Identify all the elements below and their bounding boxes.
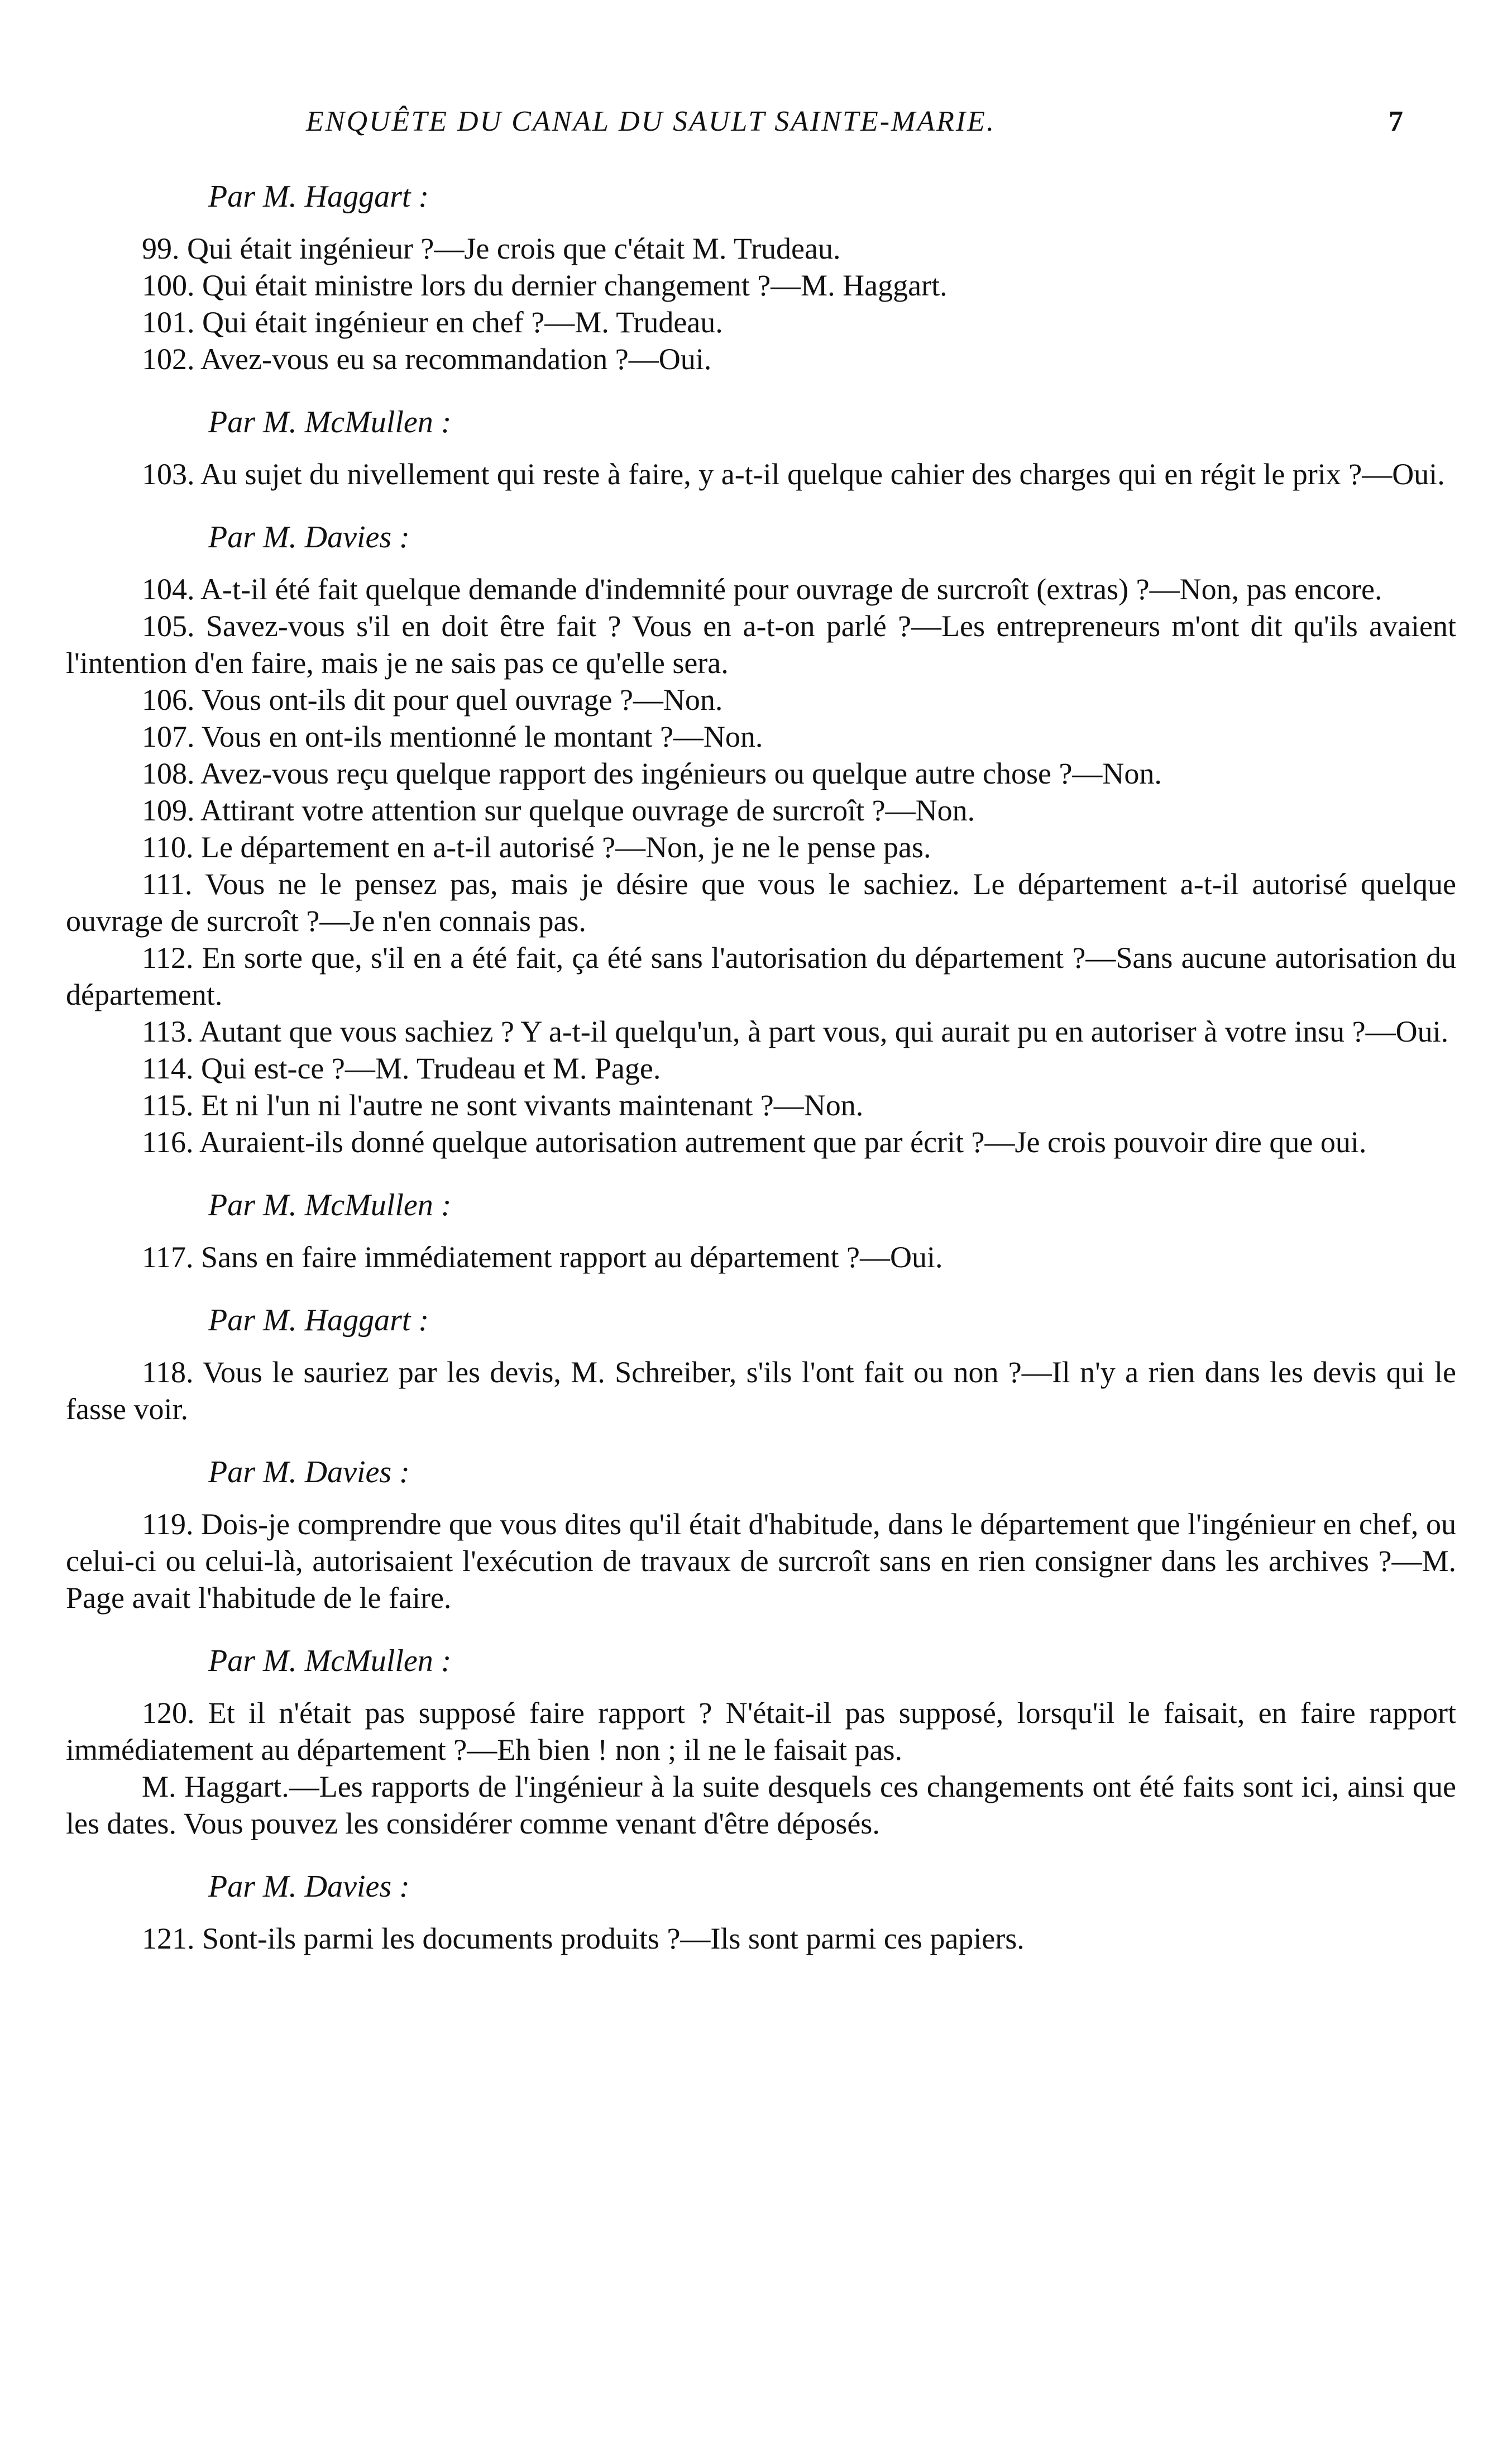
testimony-paragraph: 114. Qui est-ce ?—M. Trudeau et M. Page.: [142, 1052, 661, 1085]
testimony-paragraph: 100. Qui était ministre lors du dernier changement ?—M. Haggart.: [142, 269, 948, 302]
testimony-paragraph: 113. Autant que vous sachiez ? Y a-t-il quelqu'un, à part vous, qui aurait pu en autoriser à votre insu ?—Oui.: [142, 1015, 1449, 1048]
testimony-paragraph: 117. Sans en faire immédiatement rapport au département ?—Oui.: [142, 1240, 943, 1274]
testimony-paragraph: 109. Attirant votre attention sur quelque ouvrage de surcroît ?—Non.: [142, 794, 975, 827]
testimony-paragraph: 103. Au sujet du nivellement qui reste à faire, y a-t-il quelque cahier des charges qui en régit le prix ?—Oui.: [142, 457, 1445, 491]
speaker-heading: Par M. Davies :: [208, 1869, 410, 1904]
testimony-paragraph: 107. Vous en ont-ils mentionné le montant ?—Non.: [142, 720, 763, 753]
testimony-paragraph: 121. Sont-ils parmi les documents produits ?—Ils sont parmi ces papiers.: [142, 1922, 1025, 1955]
page-number: 7: [1389, 106, 1405, 137]
testimony-paragraph: 120. Et il n'était pas supposé faire rapport ? N'était-il pas supposé, lorsqu'il le faisait, en faire rapport immédiatement au département ?—Eh bien ! non ; il ne le faisait pas.: [66, 1696, 1456, 1767]
testimony-paragraph: 119. Dois-je comprendre que vous dites qu'il était d'habitude, dans le département que l'ingénieur en chef, ou celui-ci ou celui-là, autorisaient l'exécution de travaux de surcroît sans en rien consigner dans les archives ?—M. Page avait l'habitude de le faire.: [66, 1507, 1456, 1615]
speaker-heading: Par M. Davies :: [208, 520, 410, 555]
speaker-heading: Par M. McMullen :: [208, 1644, 452, 1678]
testimony-paragraph: M. Haggart.—Les rapports de l'ingénieur à la suite desquels ces changements ont été faits sont ici, ainsi que les dates. Vous pouvez les considérer comme venant d'être déposés.: [66, 1770, 1456, 1840]
speaker-heading: Par M. McMullen :: [208, 405, 452, 440]
testimony-paragraph: 110. Le département en a-t-il autorisé ?—Non, je ne le pense pas.: [142, 830, 931, 864]
speaker-heading: Par M. Haggart :: [208, 179, 429, 214]
testimony-paragraph: 105. Savez-vous s'il en doit être fait ? Vous en a-t-on parlé ?—Les entrepreneurs m'ont dit qu'ils avaient l'intention d'en faire, mais je ne sais pas ce qu'elle sera.: [66, 609, 1456, 680]
speaker-heading: Par M. Haggart :: [208, 1303, 429, 1338]
testimony-paragraph: 116. Auraient-ils donné quelque autorisation autrement que par écrit ?—Je crois pouvoir dire que oui.: [142, 1125, 1367, 1159]
testimony-paragraph: 99. Qui était ingénieur ?—Je crois que c'était M. Trudeau.: [142, 232, 841, 265]
testimony-paragraph: 102. Avez-vous eu sa recommandation ?—Oui.: [142, 342, 712, 376]
testimony-body: [66, 179, 1456, 1957]
testimony-paragraph: 118. Vous le sauriez par les devis, M. Schreiber, s'ils l'ont fait ou non ?—Il n'y a rien dans les devis qui le fasse voir.: [66, 1355, 1456, 1426]
running-header: [66, 89, 1456, 140]
testimony-paragraph: 104. A-t-il été fait quelque demande d'indemnité pour ouvrage de surcroît (extras) ?—Non, pas encore.: [142, 572, 1382, 606]
speaker-heading: Par M. Davies :: [208, 1455, 410, 1489]
testimony-paragraph: 112. En sorte que, s'il en a été fait, ça été sans l'autorisation du département ?—Sans aucune autorisation du département.: [66, 941, 1456, 1011]
testimony-paragraph: 108. Avez-vous reçu quelque rapport des ingénieurs ou quelque autre chose ?—Non.: [142, 757, 1162, 790]
testimony-paragraph: 101. Qui était ingénieur en chef ?—M. Trudeau.: [142, 305, 723, 339]
testimony-paragraph: 111. Vous ne le pensez pas, mais je désire que vous le sachiez. Le département a-t-il autorisé quelque ouvrage de surcroît ?—Je n'en connais pas.: [66, 867, 1456, 938]
running-title: ENQUÊTE DU CANAL DU SAULT SAINTE-MARIE.: [306, 106, 996, 137]
testimony-paragraph: 115. Et ni l'un ni l'autre ne sont vivants maintenant ?—Non.: [142, 1088, 864, 1122]
speaker-heading: Par M. McMullen :: [208, 1188, 452, 1223]
testimony-paragraph: 106. Vous ont-ils dit pour quel ouvrage ?—Non.: [142, 683, 723, 717]
